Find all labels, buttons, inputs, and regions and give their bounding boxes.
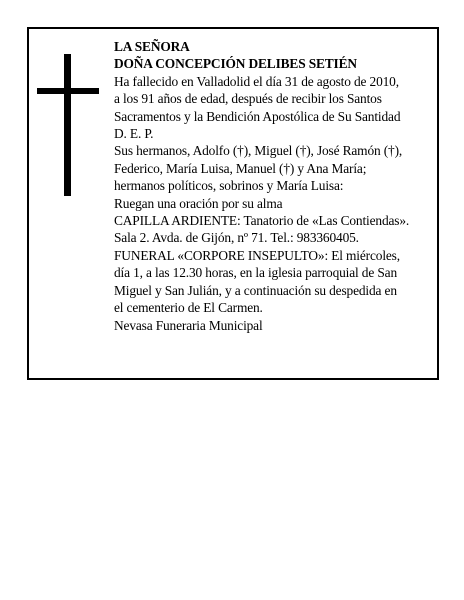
death-announcement: Ha fallecido en Valladolid el día 31 de agosto de 2010, a los 91 años de edad, después de recibir los Santos Sacramentos y la Bendición Apostólica de Su Santidad D. E. P. (114, 73, 401, 142)
funeral-home: Nevasa Funeraria Municipal (114, 317, 263, 333)
obituary-text (114, 38, 432, 334)
deceased-name: DOÑA CONCEPCIÓN DELIBES SETIÉN (114, 56, 357, 72)
cross-horizontal-bar (37, 88, 99, 94)
funeral-information: FUNERAL «CORPORE INSEPULTO»: El miércoles, día 1, a las 12.30 horas, en la iglesia parroquial de San Miguel y San Julián, y a continuación su despedida en el cementerio de El Carmen. (114, 247, 400, 316)
family-members: Sus hermanos, Adolfo (†), Miguel (†), José Ramón (†), Federico, María Luisa, Manuel (†) y Ana María; hermanos políticos, sobrinos y María Luisa: (114, 143, 403, 194)
title-line: LA SEÑORA (114, 39, 190, 54)
cross-vertical-bar (64, 54, 71, 196)
latin-cross-icon (37, 54, 99, 196)
prayer-request: Ruegan una oración por su alma (114, 195, 283, 211)
chapel-information: CAPILLA ARDIENTE: Tanatorio de «Las Contiendas». Sala 2. Avda. de Gijón, nº 71. Tel.: 983360405. (114, 213, 410, 246)
